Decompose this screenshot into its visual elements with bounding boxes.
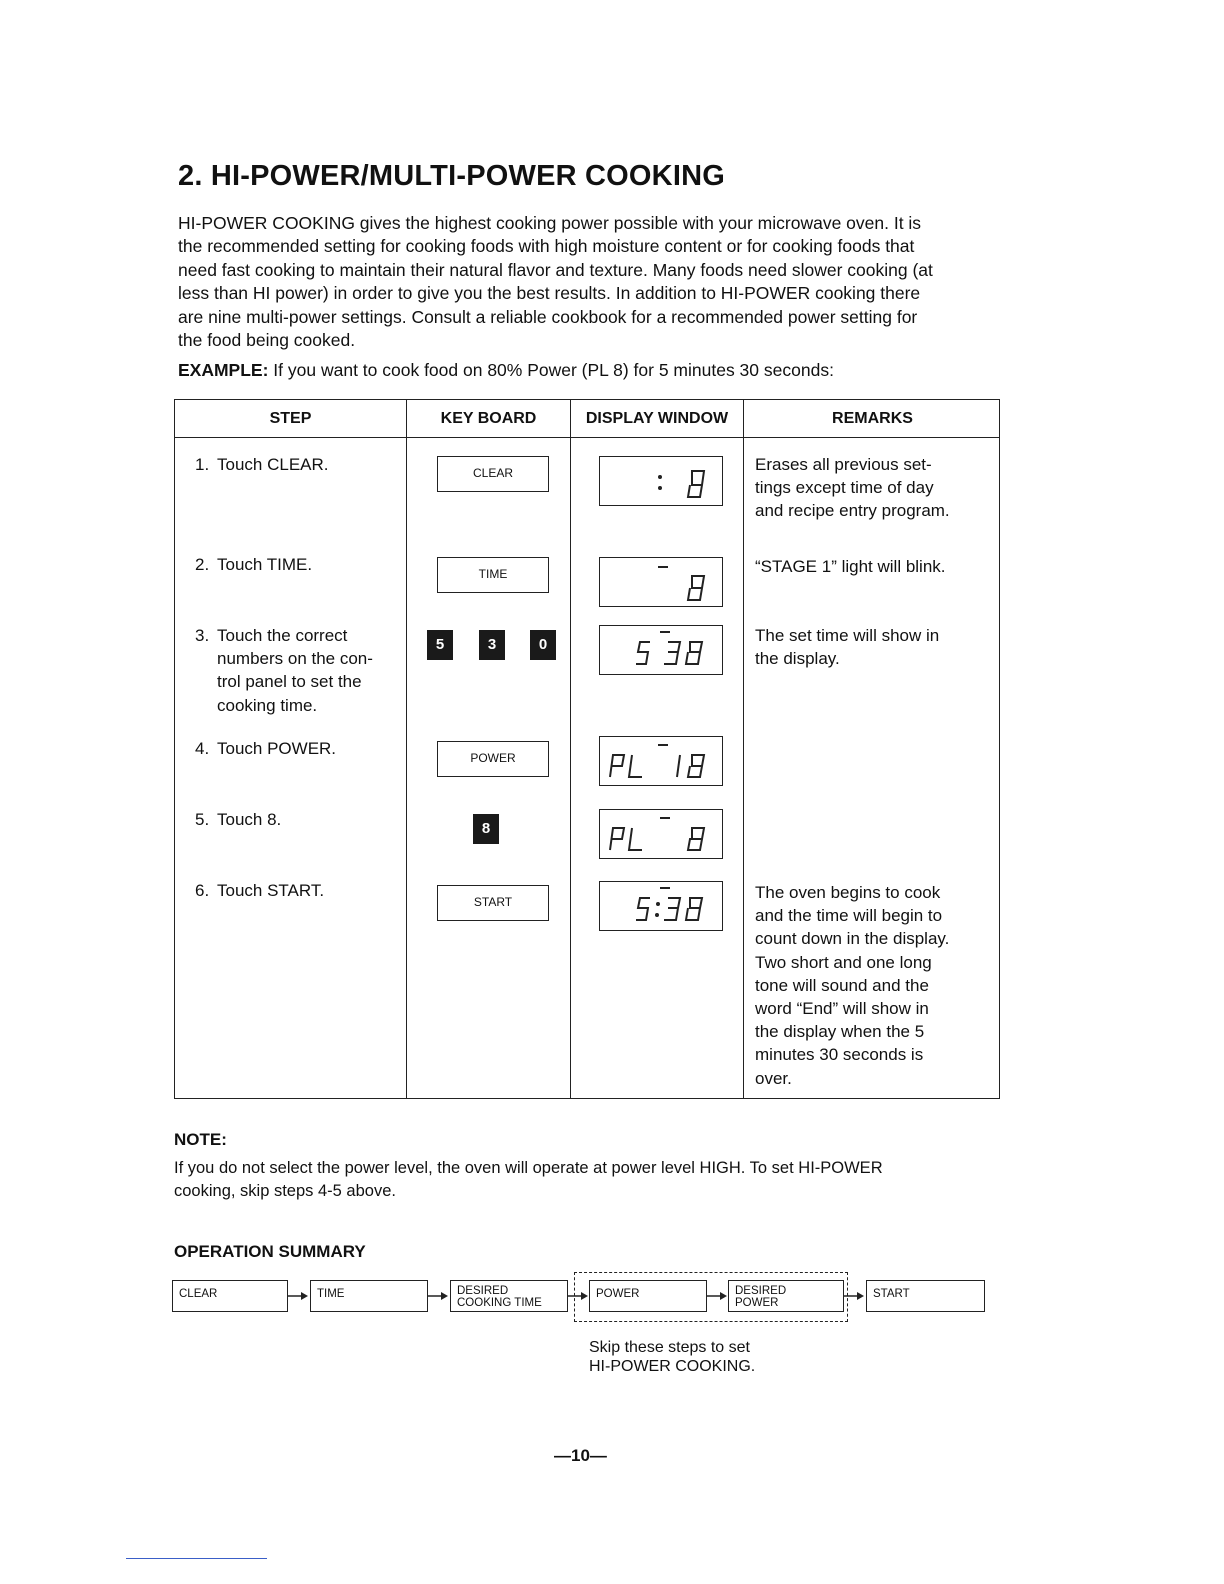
flow-arrow-icon: [844, 1288, 866, 1304]
header-display-window: DISPLAY WINDOW: [585, 410, 729, 427]
remark-line: Two short and one long: [755, 952, 932, 972]
display-readout: [600, 626, 724, 676]
step-text: Touch the correct: [217, 626, 348, 645]
flow-arrow-icon: [288, 1288, 310, 1304]
header-divider: [175, 437, 999, 438]
footer-rule: [126, 1558, 267, 1559]
display-readout: [600, 810, 724, 860]
display-window-step-6: [599, 881, 723, 931]
step-1: [195, 453, 329, 476]
remark-line: over.: [755, 1068, 792, 1088]
step-text: Touch START.: [217, 881, 325, 900]
intro-line: less than HI power) in order to give you the best results. In addition to HI-POWER cooking there: [178, 283, 921, 304]
remark-line: word “End” will show in: [755, 999, 929, 1019]
step-number: 5.: [195, 810, 210, 829]
remark-line: the display.: [755, 649, 840, 669]
example-text: If you want to cook food on 80% Power (PL 8) for 5 minutes 30 seconds:: [268, 360, 834, 380]
display-readout: [600, 882, 724, 932]
flow-arrow-icon: [707, 1288, 729, 1304]
remark-step-2: [755, 555, 995, 578]
number-key-3: 3: [479, 630, 505, 660]
intro-line: are nine multi-power settings. Consult a reliable cookbook for a recommended power setting for: [178, 306, 918, 327]
remark-line: count down in the display.: [755, 929, 950, 949]
step-text: Touch 8.: [217, 810, 282, 829]
display-readout: [600, 737, 724, 787]
remark-line: The set time will show in: [755, 626, 940, 645]
remark-line: and recipe entry program.: [755, 501, 950, 521]
step-text: numbers on the con-: [217, 649, 373, 669]
number-key-5: 5: [427, 630, 453, 660]
column-divider: [743, 400, 744, 1098]
page-number: —10—: [554, 1446, 607, 1465]
summary-box-start: START: [866, 1280, 985, 1312]
step-4: [195, 737, 336, 760]
power-key: POWER: [437, 741, 549, 777]
skip-steps-note: [589, 1338, 755, 1376]
remark-line: and the time will begin to: [755, 906, 943, 926]
step-text: Touch TIME.: [217, 555, 313, 574]
intro-line: the food being cooked.: [178, 330, 356, 351]
remark-line: the display when the 5: [755, 1022, 925, 1042]
header-keyboard: KEY BOARD: [440, 410, 537, 427]
header-remarks: REMARKS: [832, 410, 913, 427]
display-window-step-5: [599, 809, 723, 859]
remark-step-1: [755, 453, 995, 523]
intro-line: need fast cooking to maintain their natural flavor and texture. Many foods need slower cooking (at: [178, 259, 933, 280]
summary-box-desired-cooking-time: DESIRED COOKING TIME: [450, 1280, 568, 1312]
remark-step-3: [755, 624, 995, 670]
page-title: 2. HI-POWER/MULTI-POWER COOKING: [178, 160, 725, 192]
column-divider: [406, 400, 407, 1098]
flow-arrow-icon: [428, 1288, 450, 1304]
display-window-step-4: [599, 736, 723, 786]
step-3: [195, 624, 373, 717]
step-number: 4.: [195, 739, 210, 758]
remark-line: Erases all previous set-: [755, 455, 932, 474]
step-number: 6.: [195, 881, 210, 900]
note-heading: NOTE:: [174, 1130, 227, 1149]
step-number: 2.: [195, 555, 210, 574]
example-line: [178, 360, 834, 381]
display-readout: [600, 558, 724, 608]
operation-summary-heading: OPERATION SUMMARY: [174, 1242, 366, 1261]
remark-step-6: [755, 881, 995, 1090]
intro-paragraph: [178, 212, 1006, 352]
header-step: STEP: [269, 410, 312, 427]
summary-box-power: POWER: [589, 1280, 707, 1312]
remark-line: The oven begins to cook: [755, 883, 941, 902]
remark-line: tings except time of day: [755, 478, 934, 498]
step-text: trol panel to set the: [217, 672, 362, 692]
step-text: cooking time.: [217, 695, 318, 715]
skip-line: Skip these steps to set: [589, 1339, 750, 1356]
time-key: TIME: [437, 557, 549, 593]
number-key-8: 8: [473, 814, 499, 844]
number-key-0: 0: [530, 630, 556, 660]
skip-line: HI-POWER COOKING.: [589, 1358, 756, 1375]
note-line: cooking, skip steps 4-5 above.: [174, 1182, 396, 1200]
intro-line: the recommended setting for cooking foods with high moisture content or for cooking foods that: [178, 236, 915, 257]
step-number: 3.: [195, 626, 210, 645]
steps-table: [174, 399, 1000, 1099]
clear-key: CLEAR: [437, 456, 549, 492]
display-window-step-1: [599, 456, 723, 506]
flow-arrow-icon: [568, 1288, 590, 1304]
note-text: [174, 1157, 1004, 1203]
display-window-step-2: [599, 557, 723, 607]
step-text: Touch POWER.: [217, 739, 337, 758]
remark-line: minutes 30 seconds is: [755, 1045, 924, 1065]
remark-line: tone will sound and the: [755, 975, 929, 995]
start-key: START: [437, 885, 549, 921]
display-readout: [600, 457, 724, 507]
intro-line: HI-POWER COOKING gives the highest cooking power possible with your microwave oven. It is: [178, 213, 922, 233]
step-text: Touch CLEAR.: [217, 455, 329, 474]
summary-box-time: TIME: [310, 1280, 428, 1312]
summary-box-clear: CLEAR: [172, 1280, 288, 1312]
summary-box-desired-power: DESIRED POWER: [728, 1280, 844, 1312]
step-2: [195, 553, 312, 576]
remark-line: “STAGE 1” light will blink.: [755, 557, 946, 576]
note-line: If you do not select the power level, the oven will operate at power level HIGH. To set HI-POWER: [174, 1159, 883, 1177]
step-number: 1.: [195, 455, 210, 474]
column-divider: [570, 400, 571, 1098]
example-label: EXAMPLE:: [178, 360, 269, 380]
display-window-step-3: [599, 625, 723, 675]
step-6: [195, 879, 324, 902]
step-5: [195, 808, 281, 831]
